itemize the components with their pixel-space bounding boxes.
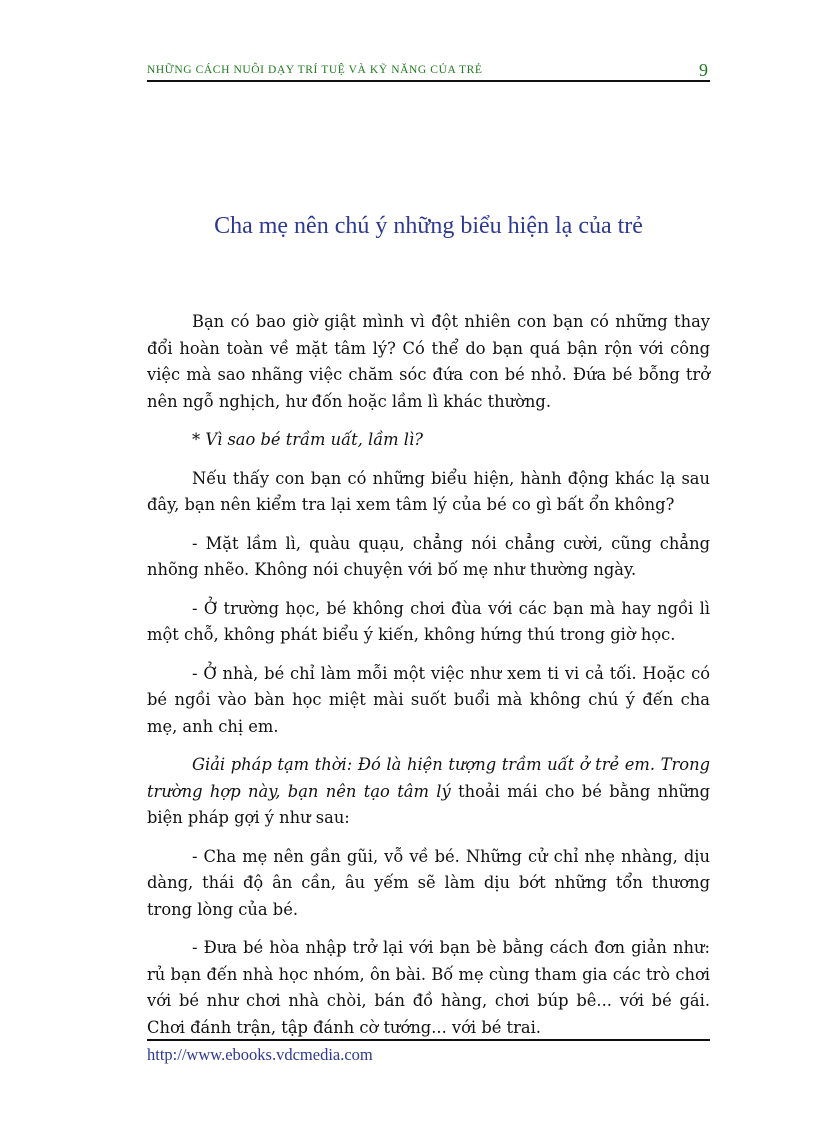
header-divider [147,80,710,82]
footer-website-link[interactable]: http://www.ebooks.vdcmedia.com [147,1045,373,1064]
page-number: 9 [699,60,708,80]
section-heading: * Vì sao bé trầm uất, lầm lì? [192,430,423,449]
article-body [147,309,710,1053]
paragraph-solution [147,752,710,832]
paragraph-intro: Bạn có bao giờ giật mình vì đột nhiên con bạn có những thay đổi hoàn toàn về mặt tâm lý? Có thể do bạn quá bận rộn với công việc mà sao nhãng việc chăm sóc đứa con bé nhỏ. Đứa bé bỗng trở nên ngỗ nghịch, hư đốn hoặc lầm lì khác thường. [147,312,710,411]
list-item-closeness: - Cha mẹ nên gần gũi, vỗ về bé. Những cử chỉ nhẹ nhàng, dịu dàng, thái độ ân cần, âu yếm sẽ làm dịu bớt những tổn thương trong lòng của bé. [147,846,710,919]
footer-divider [147,1039,710,1041]
page-header [147,60,710,80]
list-item-school: - Ở trường học, bé không chơi đùa với các bạn mà hay ngồi lì một chỗ, không phát biểu ý kiến, không hứng thú trong giờ học. [147,598,710,644]
solution-plain-text: thoải mái cho bé bằng những biện pháp gợi ý như sau: [147,781,711,827]
paragraph-signs: Nếu thấy con bạn có những biểu hiện, hành động khác lạ sau đây, bạn nên kiểm tra lại xem tâm lý của bé co gì bất ổn không? [147,468,710,514]
running-header-title: NHỮNG CÁCH NUÔI DẠY TRÍ TUỆ VÀ KỸ NĂNG CỦA TRẺ [147,64,483,76]
solution-italic-text: Giải pháp tạm thời: Đó là hiện tượng trầm uất ở trẻ em. Trong trường hợp này, bạn nên tạo tâm lý [147,755,710,801]
list-item-face: - Mặt lầm lì, quàu quạu, chẳng nói chẳng cười, cũng chẳng nhõng nhẽo. Không nói chuyện với bố mẹ như thường ngày. [147,533,710,579]
list-item-friends: - Đưa bé hòa nhập trở lại với bạn bè bằng cách đơn giản như: rủ bạn đến nhà học nhóm, ôn bài. Bố mẹ cùng tham gia các trò chơi với bé như chơi nhà chòi, bán đồ hàng, chơi búp bê... với bé gái. Chơi đánh trận, tập đánh cờ tướng... với bé trai. [147,938,710,1037]
chapter-title: Cha mẹ nên chú ý những biểu hiện lạ của trẻ [214,213,643,239]
list-item-home: - Ở nhà, bé chỉ làm mỗi một việc như xem ti vi cả tối. Hoặc có bé ngồi vào bàn học miệt mài suốt buổi mà không chú ý đến cha mẹ, anh chị em. [147,663,710,736]
